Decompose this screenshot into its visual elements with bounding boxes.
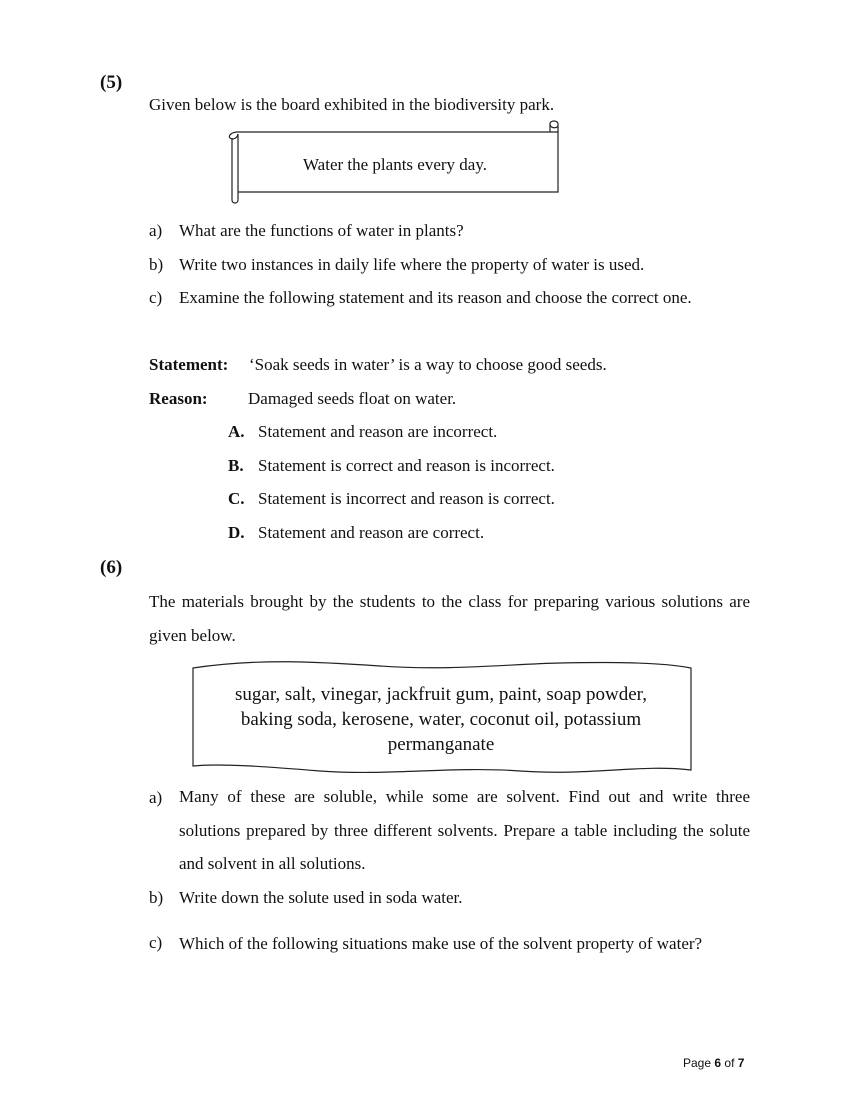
q6-part-a-label: a) (149, 788, 163, 807)
part-b-text: Write two instances in daily life where the property of water is used. (179, 255, 645, 274)
option-c-letter: C. (228, 489, 245, 508)
part-c-text: Examine the following statement and its reason and choose the correct one. (179, 288, 692, 307)
statement-label: Statement: (149, 355, 229, 374)
option-a-letter: A. (228, 422, 245, 441)
reason-label: Reason: (149, 389, 208, 408)
question-5-intro: Given below is the board exhibited in the biodiversity park. (149, 95, 555, 114)
part-c-label: c) (149, 288, 163, 307)
page-of-word: of (724, 1056, 735, 1070)
part-a-text: What are the functions of water in plants? (179, 221, 464, 240)
materials-list: sugar, salt, vinegar, jackfruit gum, paint, soap powder, baking soda, kerosene, water, coconut oil, potassium permanganate (235, 684, 647, 755)
q6-part-b-text: Write down the solute used in soda water. (179, 888, 463, 907)
reason-text: Damaged seeds float on water. (248, 389, 457, 408)
option-d-text: Statement and reason are correct. (258, 523, 485, 542)
q6-part-b-label: b) (149, 888, 164, 907)
option-b-text: Statement is correct and reason is incorrect. (258, 456, 555, 475)
option-a-text: Statement and reason are incorrect. (258, 422, 498, 441)
q6-part-c-label: c) (149, 933, 163, 952)
q6-part-c-text: Which of the following situations make use of the solvent property of water? (179, 934, 703, 953)
option-c-text: Statement is incorrect and reason is correct. (258, 489, 555, 508)
option-b-letter: B. (228, 456, 244, 475)
page-footer (683, 1056, 744, 1070)
page-total: 7 (737, 1056, 745, 1070)
part-a-label: a) (149, 221, 163, 240)
page-word: Page (683, 1056, 712, 1070)
statement-text: ‘Soak seeds in water’ is a way to choose good seeds. (249, 355, 607, 374)
q6-part-a-text: Many of these are soluble, while some are solvent. Find out and write three solutions prepared by three different solvents. Prepare a table including the solute and solvent in all solutions. (179, 787, 750, 873)
part-b-label: b) (149, 255, 164, 274)
question-6-number: (6) (100, 557, 123, 578)
page-current: 6 (714, 1056, 722, 1070)
board-text: Water the plants every day. (303, 155, 487, 174)
option-d-letter: D. (228, 523, 245, 542)
question-5-number: (5) (100, 72, 123, 93)
question-6-intro: The materials brought by the students to the class for preparing various solutions are given below. (149, 592, 750, 645)
